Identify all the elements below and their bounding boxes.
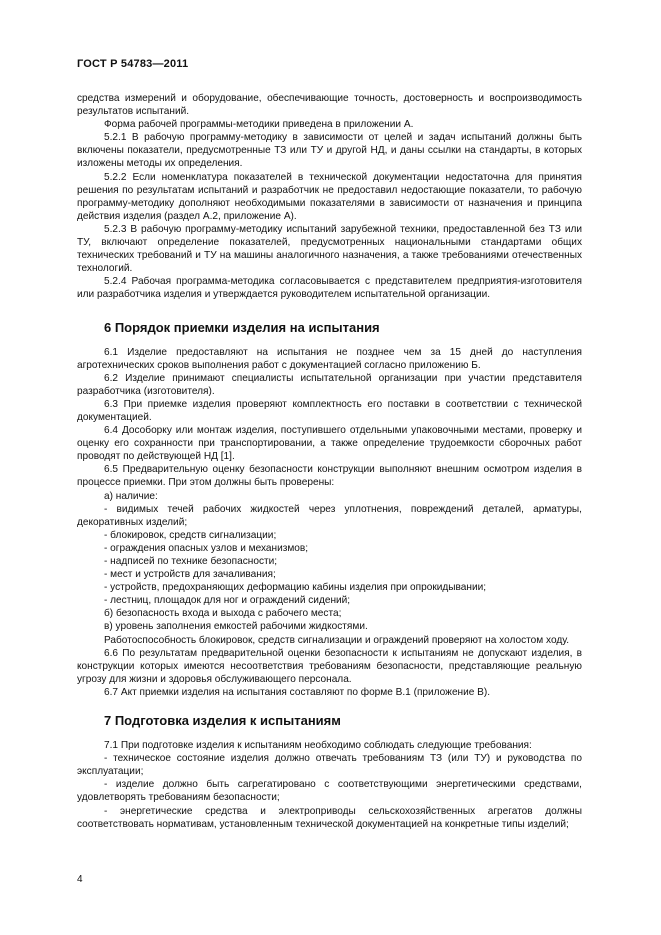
paragraph-6-6: 6.6 По результатам предварительной оценки безопасности к испытаниям не допускают изделия, в конструкции которых имеются несоответствия требованиям безопасности, представляющие реальную угрозу для жизни и здоровья обслуживающего персонала.	[77, 647, 582, 685]
paragraph-6-3: 6.3 При приемке изделия проверяют комплектность его поставки в соответствии с технической документацией.	[77, 398, 582, 423]
list-item: - энергетические средства и электроприводы сельскохозяйственных агрегатов должны соответствовать нормативам, установленным технической документацией на конкретные типы изделий;	[77, 805, 582, 830]
paragraph-5-2-2: 5.2.2 Если номенклатура показателей в технической документации недостаточна для принятия решения по результатам испытаний и разработчик не предоставил недостающие показатели, то рабочую программу-методику дополняют необходимыми показателями в зависимости от назначения и принципа действия изделия (раздел А.2, приложение А).	[77, 171, 582, 222]
paragraph-7-1: 7.1 При подготовке изделия к испытаниям необходимо соблюдать следующие требования:	[104, 740, 532, 752]
list-item: - изделие должно быть сагрегатировано с соответствующими энергетическими средствами, удовлетворять требованиям безопасности;	[77, 779, 582, 804]
paragraph-5-2-3: 5.2.3 В рабочую программу-методику испытаний зарубежной техники, предоставленной без ТЗ или ТУ, включают определение показателей, предусмотренных национальными стандартами общих технических требований и ТУ на машины аналогичного назначения, а также требованиями отечественных технологий.	[77, 223, 582, 275]
spacer	[77, 729, 582, 739]
paragraph-6-7: 6.7 Акт приемки изделия на испытания составляют по форме В.1 (приложение В).	[104, 686, 491, 698]
document-code-header: ГОСТ Р 54783—2011	[77, 58, 189, 70]
list-item: - надписей по технике безопасности;	[104, 556, 278, 567]
list-item: - устройств, предохраняющих деформацию кабины изделия при опрокидывании;	[104, 582, 487, 594]
list-item: - видимых течей рабочих жидкостей через уплотнения, повреждений деталей, арматуры, декоративных изделий;	[77, 503, 582, 528]
paragraph-6-2: 6.2 Изделие принимают специалисты испытательной организации при участии представителя разработчика (изготовителя).	[77, 372, 582, 397]
list-item: а) наличие:	[104, 490, 158, 502]
paragraph-6-5: 6.5 Предварительную оценку безопасности конструкции выполняют внешним осмотром изделия в процессе приемки. При этом должны быть проверены:	[77, 464, 582, 489]
list-item: - мест и устройств для зачаливания;	[104, 569, 276, 581]
paragraph: средства измерений и оборудование, обеспечивающие точность, достоверность и воспроизводимость результатов испытаний.	[77, 93, 582, 118]
list-item: - блокировок, средств сигнализации;	[104, 529, 277, 541]
section-6-heading: 6 Порядок приемки изделия на испытания	[104, 319, 380, 335]
paragraph-5-2-1: 5.2.1 В рабочую программу-методику в зависимости от целей и задач испытаний должны быть включены показатели, предусмотренные ТЗ или ТУ и другой НД, и даны ссылки на стандарты, в которых изложены методы их определения.	[77, 132, 582, 170]
list-item: - ограждения опасных узлов и механизмов;	[104, 542, 309, 554]
page-number: 4	[77, 874, 83, 885]
paragraph-6-1: 6.1 Изделие предоставляют на испытания не позднее чем за 15 дней до наступления агротехнических сроков выполнения работ с документацией согласно приложению Б.	[77, 346, 582, 371]
paragraph-6-4: 6.4 Дособорку или монтаж изделия, поступившего отдельными упаковочными местами, проверку и оценку его сохранности при транспортировании, а также определение трудоемкости сборочных работ проводят по действующей НД [1].	[77, 425, 582, 463]
list-item: б) безопасность входа и выхода с рабочего места;	[104, 608, 342, 620]
spacer	[77, 302, 582, 320]
page-body	[77, 92, 582, 831]
paragraph: Работоспособность блокировок, средств сигнализации и ограждений проверяют на холостом ходу.	[104, 634, 570, 646]
list-item: в) уровень заполнения емкостей рабочими жидкостями.	[104, 621, 368, 633]
paragraph-5-2-4: 5.2.4 Рабочая программа-методика согласовывается с представителем предприятия-изготовителя или разработчика изделия и утверждается руководителем испытательной организации.	[77, 276, 582, 301]
list-item: - лестниц, площадок для ног и ограждений сидений;	[104, 595, 351, 607]
section-7-heading: 7 Подготовка изделия к испытаниям	[104, 713, 341, 729]
spacer	[77, 336, 582, 346]
list-item: - техническое состояние изделия должно отвечать требованиям ТЗ (или ТУ) и руководства по эксплуатации;	[77, 753, 582, 778]
spacer	[77, 699, 582, 713]
paragraph: Форма рабочей программы-методики приведена в приложении А.	[104, 119, 414, 131]
